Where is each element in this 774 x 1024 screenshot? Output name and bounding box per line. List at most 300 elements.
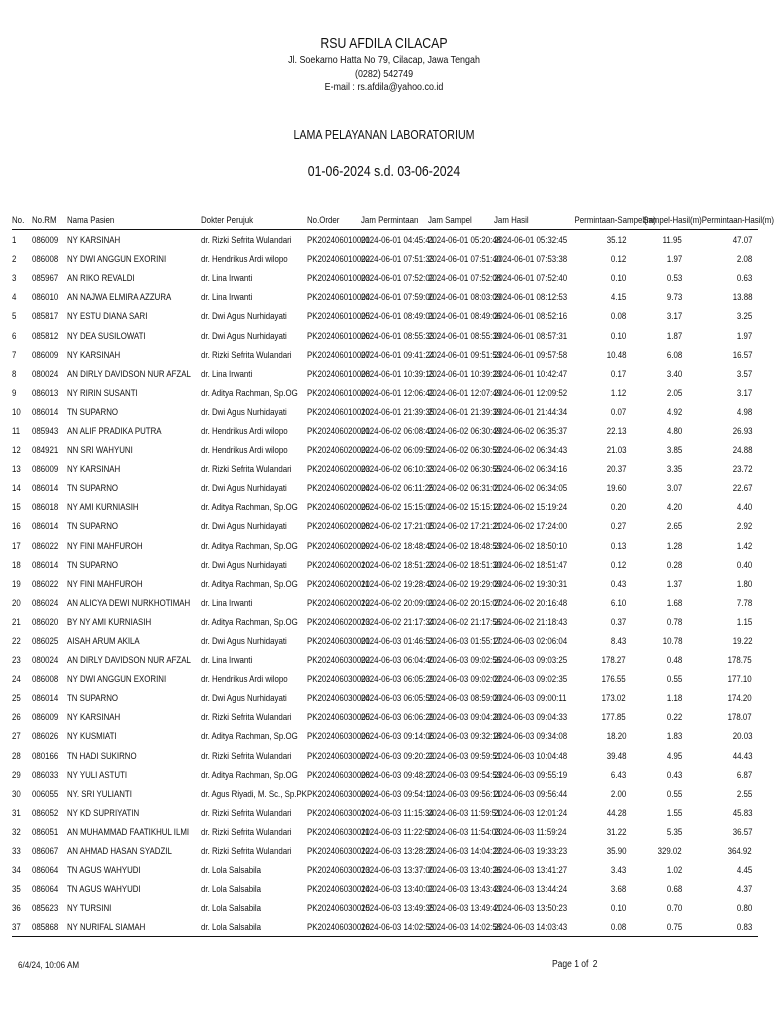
table-cell: 12: [12, 444, 21, 456]
table-cell: 2.55: [736, 787, 752, 799]
column-header: Nama Pasien: [67, 213, 115, 225]
table-cell: 3.07: [666, 482, 682, 494]
table-cell: PK202406020003: [307, 463, 371, 475]
table-cell: 2024-06-03 01:55:17: [428, 635, 502, 647]
table-cell: 1: [12, 234, 17, 246]
table-cell: TN SUPARNO: [67, 405, 119, 417]
table-cell: 086064: [32, 864, 59, 876]
table-cell: 2024-06-03 11:54:03: [428, 825, 501, 837]
table-cell: 18: [12, 558, 21, 570]
table-cell: 2024-06-03 09:55:19: [494, 768, 568, 780]
page-indicator: [552, 959, 598, 970]
print-timestamp: 6/4/24, 10:06 AM: [18, 960, 80, 971]
table-cell: PK202406010008: [307, 367, 371, 379]
table-cell: 2024-06-01 07:51:40: [428, 253, 502, 265]
table-cell: 2024-06-03 09:54:53: [428, 768, 502, 780]
table-cell: 2024-06-02 06:34:16: [494, 463, 568, 475]
table-cell: 39.48: [606, 749, 626, 761]
table-cell: 2024-06-03 08:59:00: [428, 692, 502, 704]
table-cell: 2024-06-03 06:04:40: [361, 654, 435, 666]
table-cell: AN ALICYA DEWI NURKHOTIMAH: [67, 596, 191, 608]
organization-name: RSU AFDILA CILACAP: [320, 35, 448, 52]
table-cell: 1.28: [666, 539, 682, 551]
table-row: [12, 268, 758, 287]
table-cell: 6: [12, 329, 17, 341]
table-cell: 2024-06-03 14:02:53: [361, 921, 435, 933]
table-cell: PK202406010001: [307, 234, 371, 246]
table-cell: 2024-06-01 08:57:31: [494, 329, 568, 341]
table-cell: NN SRI WAHYUNI: [67, 444, 133, 456]
table-cell: 9.73: [666, 291, 682, 303]
table-row: [12, 631, 758, 650]
table-cell: dr. Lola Salsabila: [201, 883, 261, 895]
table-cell: 31: [12, 806, 21, 818]
table-cell: 2.00: [610, 787, 626, 799]
table-cell: 23: [12, 654, 21, 666]
table-row: [12, 803, 758, 822]
table-cell: 080024: [32, 367, 59, 379]
table-cell: 22: [12, 635, 21, 647]
table-cell: 0.07: [610, 405, 626, 417]
table-cell: AN AHMAD HASAN SYADZIL: [67, 845, 172, 857]
table-cell: 13: [12, 463, 21, 475]
table-cell: NY NURIFAL SIAMAH: [67, 921, 146, 933]
organization-email: E-mail : rs.afdila@yahoo.co.id: [324, 81, 444, 93]
table-cell: TN SUPARNO: [67, 692, 119, 704]
table-cell: 085868: [32, 921, 59, 933]
table-cell: TN SUPARNO: [67, 520, 119, 532]
table-cell: 178.07: [727, 711, 752, 723]
table-cell: 2.05: [666, 386, 682, 398]
table-cell: 084921: [32, 444, 59, 456]
table-cell: dr. Rizki Sefrita Wulandari: [201, 463, 292, 475]
table-cell: 0.48: [666, 654, 682, 666]
table-cell: 2024-06-03 09:00:11: [494, 692, 567, 704]
table-cell: 2024-06-03 13:43:43: [428, 883, 502, 895]
table-cell: 0.08: [610, 921, 626, 933]
table-cell: 0.70: [666, 902, 682, 914]
table-cell: TN AGUS WAHYUDI: [67, 864, 141, 876]
table-cell: PK202406020002: [307, 444, 371, 456]
table-cell: PK202406010010: [307, 405, 371, 417]
table-cell: PK202406030013: [307, 864, 371, 876]
table-cell: 2024-06-02 18:48:45: [361, 539, 435, 551]
table-cell: 086051: [32, 825, 59, 837]
table-cell: 1.15: [736, 615, 752, 627]
table-cell: 2024-06-02 18:51:30: [428, 558, 502, 570]
table-cell: 2024-06-03 19:33:23: [494, 845, 568, 857]
table-cell: 2024-06-03 13:40:26: [428, 864, 502, 876]
table-cell: 3.68: [610, 883, 626, 895]
table-cell: 24.88: [732, 444, 752, 456]
table-row: [12, 516, 758, 535]
table-row: [12, 726, 758, 745]
table-cell: 2024-06-01 08:03:09: [428, 291, 502, 303]
table-cell: 5.35: [666, 825, 682, 837]
table-cell: 2024-06-02 06:34:43: [494, 444, 568, 456]
table-cell: 2024-06-03 01:46:51: [361, 635, 435, 647]
table-cell: 086009: [32, 711, 59, 723]
table-cell: 22.13: [606, 424, 626, 436]
table-cell: 6.43: [610, 768, 626, 780]
table-cell: dr. Aditya Rachman, Sp.OG: [201, 386, 298, 398]
table-cell: AN NAJWA ELMIRA AZZURA: [67, 291, 172, 303]
table-cell: PK202406030001: [307, 635, 371, 647]
table-cell: 178.75: [727, 654, 752, 666]
table-cell: dr. Dwi Agus Nurhidayati: [201, 558, 287, 570]
table-cell: 1.83: [666, 730, 682, 742]
table-cell: 2024-06-02 19:30:31: [494, 577, 568, 589]
table-cell: 085967: [32, 272, 59, 284]
table-row: [12, 459, 758, 478]
table-cell: dr. Rizki Sefrita Wulandari: [201, 845, 292, 857]
table-cell: 2024-06-01 21:39:39: [428, 405, 502, 417]
table-cell: dr. Hendrikus Ardi wilopo: [201, 444, 288, 456]
table-row: [12, 306, 758, 325]
table-header-row: [12, 209, 758, 230]
table-cell: 2024-06-02 06:35:37: [494, 424, 568, 436]
report-title-block: [0, 126, 768, 181]
table-cell: 329.02: [657, 845, 682, 857]
table-cell: NY DEA SUSILOWATI: [67, 329, 146, 341]
table-cell: 11.95: [662, 234, 682, 246]
table-cell: 2024-06-02 17:24:00: [494, 520, 568, 532]
table-cell: dr. Dwi Agus Nurhidayati: [201, 635, 287, 647]
table-cell: 4.20: [666, 501, 682, 513]
table-cell: dr. Rizki Sefrita Wulandari: [201, 806, 292, 818]
table-cell: dr. Lola Salsabila: [201, 921, 261, 933]
table-cell: 2024-06-03 09:02:35: [494, 673, 568, 685]
table-cell: PK202406010004: [307, 291, 371, 303]
table-cell: 2024-06-03 11:15:34: [361, 806, 434, 818]
table-cell: dr. Rizki Sefrita Wulandari: [201, 234, 292, 246]
table-cell: AN ALIF PRADIKA PUTRA: [67, 424, 162, 436]
table-cell: 8.43: [610, 635, 626, 647]
table-cell: dr. Lina Irwanti: [201, 272, 253, 284]
table-cell: 2024-06-01 09:41:24: [361, 348, 435, 360]
table-cell: 2024-06-02 20:16:48: [494, 596, 568, 608]
table-cell: 1.18: [666, 692, 682, 704]
table-row: [12, 841, 758, 860]
table-cell: dr. Aditya Rachman, Sp.OG: [201, 615, 298, 627]
table-cell: 33: [12, 845, 21, 857]
table-cell: 1.80: [736, 577, 752, 589]
table-cell: 16: [12, 520, 21, 532]
table-cell: 0.83: [736, 921, 752, 933]
table-cell: 0.10: [610, 329, 626, 341]
table-cell: dr. Dwi Agus Nurhidayati: [201, 482, 287, 494]
table-cell: 1.87: [666, 329, 682, 341]
table-cell: 26: [12, 711, 21, 723]
table-cell: 2024-06-01 05:32:45: [494, 234, 568, 246]
table-cell: 086020: [32, 615, 59, 627]
table-cell: 2024-06-01 07:51:33: [361, 253, 435, 265]
table-cell: 2024-06-01 08:49:01: [361, 310, 435, 322]
table-cell: 22.67: [732, 482, 752, 494]
column-header: Permintaan-Sampel(m): [574, 213, 656, 225]
table-cell: 0.28: [666, 558, 682, 570]
table-cell: PK202406010006: [307, 329, 371, 341]
table-cell: 2024-06-01 12:07:49: [428, 386, 502, 398]
table-cell: 3.57: [736, 367, 752, 379]
column-header: No.RM: [32, 213, 57, 225]
table-cell: dr. Aditya Rachman, Sp.OG: [201, 768, 298, 780]
table-cell: 177.85: [601, 711, 626, 723]
table-cell: 2024-06-03 13:49:41: [428, 902, 502, 914]
table-cell: 0.75: [666, 921, 682, 933]
table-cell: PK202406020001: [307, 424, 371, 436]
table-cell: dr. Rizki Sefrita Wulandari: [201, 711, 292, 723]
table-cell: dr. Dwi Agus Nurhidayati: [201, 310, 287, 322]
table-cell: dr. Aditya Rachman, Sp.OG: [201, 501, 298, 513]
table-cell: 13.88: [732, 291, 752, 303]
table-cell: dr. Lina Irwanti: [201, 367, 253, 379]
table-row: [12, 784, 758, 803]
table-cell: 2024-06-02 19:28:43: [361, 577, 435, 589]
table-cell: 19.60: [606, 482, 626, 494]
table-cell: 2024-06-03 09:56:44: [494, 787, 568, 799]
table-cell: 086008: [32, 673, 59, 685]
table-cell: 2024-06-02 06:09:50: [361, 444, 435, 456]
table-cell: NY YULI ASTUTI: [67, 768, 128, 780]
table-cell: BY NY AMI KURNIASIH: [67, 615, 152, 627]
table-cell: 4: [12, 291, 17, 303]
table-cell: 0.22: [666, 711, 682, 723]
table-cell: 6.10: [610, 596, 626, 608]
table-cell: TN AGUS WAHYUDI: [67, 883, 141, 895]
table-cell: PK202406020008: [307, 520, 371, 532]
table-cell: 0.10: [610, 902, 626, 914]
table-cell: 176.55: [601, 673, 626, 685]
table-row: [12, 249, 758, 268]
table-cell: PK202406030015: [307, 902, 371, 914]
table-cell: PK202406020004: [307, 482, 371, 494]
table-cell: 3.43: [610, 864, 626, 876]
table-cell: 2024-06-02 15:15:00: [361, 501, 435, 513]
table-cell: dr. Aditya Rachman, Sp.OG: [201, 730, 298, 742]
table-cell: 0.43: [666, 768, 682, 780]
table-cell: 085817: [32, 310, 59, 322]
table-cell: PK202406010003: [307, 272, 371, 284]
table-row: [12, 917, 758, 937]
table-cell: 178.27: [601, 654, 626, 666]
table-cell: 0.68: [666, 883, 682, 895]
table-cell: 086026: [32, 730, 59, 742]
table-cell: 2024-06-03 13:37:00: [361, 864, 435, 876]
table-cell: 173.02: [601, 692, 626, 704]
table-cell: 37: [12, 921, 21, 933]
table-cell: 2024-06-02 20:09:01: [361, 596, 435, 608]
table-cell: 0.63: [736, 272, 752, 284]
table-cell: 0.78: [666, 615, 682, 627]
table-cell: 086022: [32, 539, 59, 551]
table-cell: PK202406020013: [307, 615, 371, 627]
table-cell: 174.20: [727, 692, 752, 704]
table-row: [12, 478, 758, 497]
table-cell: dr. Hendrikus Ardi wilopo: [201, 253, 288, 265]
column-header: No.: [12, 213, 25, 225]
column-header: Sampel-Hasil(m): [643, 213, 702, 225]
table-cell: 2024-06-02 20:15:07: [428, 596, 502, 608]
table-cell: PK202406010007: [307, 348, 371, 360]
table-row: [12, 669, 758, 688]
table-row: [12, 383, 758, 402]
table-cell: 4.98: [736, 405, 752, 417]
table-cell: 20: [12, 596, 21, 608]
table-cell: 086009: [32, 234, 59, 246]
table-cell: 0.37: [610, 615, 626, 627]
table-cell: 086064: [32, 883, 59, 895]
table-cell: 2024-06-03 09:34:08: [494, 730, 568, 742]
table-cell: 2024-06-02 06:34:05: [494, 482, 568, 494]
table-cell: 4.80: [666, 424, 682, 436]
table-cell: PK202406030003: [307, 673, 371, 685]
table-cell: 0.08: [610, 310, 626, 322]
table-cell: 2024-06-01 05:20:48: [428, 234, 502, 246]
table-cell: 30: [12, 787, 21, 799]
table-cell: 2024-06-03 14:03:43: [494, 921, 568, 933]
table-cell: 2024-06-01 21:44:34: [494, 405, 568, 417]
table-cell: 0.40: [736, 558, 752, 570]
table-cell: 086009: [32, 463, 59, 475]
table-cell: 2024-06-02 18:50:10: [494, 539, 568, 551]
table-cell: NY DWI ANGGUN EXORINI: [67, 253, 167, 265]
table-cell: 2024-06-03 09:54:11: [361, 787, 434, 799]
table-row: [12, 612, 758, 631]
table-row: [12, 555, 758, 574]
table-cell: PK202406020012: [307, 596, 371, 608]
table-cell: 2024-06-01 08:12:53: [494, 291, 568, 303]
table-cell: NY. SRI YULIANTI: [67, 787, 132, 799]
table-cell: 3.17: [736, 386, 752, 398]
table-cell: 0.43: [610, 577, 626, 589]
table-cell: NY DWI ANGGUN EXORINI: [67, 673, 167, 685]
table-cell: 2024-06-03 02:06:04: [494, 635, 568, 647]
table-cell: 36.57: [732, 825, 752, 837]
table-cell: PK202406020009: [307, 539, 371, 551]
table-cell: 3.40: [666, 367, 682, 379]
table-body: [12, 230, 758, 937]
table-cell: NY RIRIN SUSANTI: [67, 386, 138, 398]
table-cell: AISAH ARUM AKILA: [67, 635, 140, 647]
table-cell: 2024-06-02 06:31:01: [428, 482, 502, 494]
table-row: [12, 325, 758, 344]
table-cell: 3.85: [666, 444, 682, 456]
table-row: [12, 879, 758, 898]
table-cell: PK202406030004: [307, 692, 371, 704]
table-cell: 10: [12, 405, 21, 417]
table-cell: 2024-06-02 15:19:24: [494, 501, 568, 513]
table-cell: 086009: [32, 348, 59, 360]
page-total: 2: [592, 959, 598, 970]
table-cell: 2024-06-01 07:52:02: [361, 272, 435, 284]
table-cell: dr. Hendrikus Ardi wilopo: [201, 424, 288, 436]
table-cell: 20.37: [606, 463, 626, 475]
table-cell: PK202406020011: [307, 577, 370, 589]
table-cell: 2024-06-01 08:55:33: [361, 329, 435, 341]
table-cell: 2024-06-02 06:11:25: [361, 482, 434, 494]
table-cell: 086014: [32, 405, 59, 417]
table-cell: 2024-06-03 13:40:02: [361, 883, 435, 895]
table-cell: 2024-06-01 08:52:16: [494, 310, 568, 322]
table-cell: 086033: [32, 768, 59, 780]
table-row: [12, 402, 758, 421]
table-cell: 19.22: [732, 635, 752, 647]
table-row: [12, 345, 758, 364]
table-cell: NY KARSINAH: [67, 463, 121, 475]
table-cell: AN DIRLY DAVIDSON NUR AFZAL: [67, 654, 191, 666]
table-cell: 1.12: [610, 386, 626, 398]
table-cell: 2024-06-03 09:04:20: [428, 711, 502, 723]
table-cell: 086013: [32, 386, 59, 398]
table-cell: 085943: [32, 424, 59, 436]
table-cell: 7: [12, 348, 17, 360]
table-cell: dr. Lola Salsabila: [201, 902, 261, 914]
table-cell: 20.03: [732, 730, 752, 742]
table-cell: dr. Lina Irwanti: [201, 291, 253, 303]
table-cell: 2024-06-03 06:05:29: [361, 673, 435, 685]
table-cell: 086008: [32, 253, 59, 265]
table-cell: 26.93: [732, 424, 752, 436]
table-cell: 2024-06-02 19:29:09: [428, 577, 502, 589]
table-cell: PK202406030010: [307, 806, 371, 818]
table-cell: 2024-06-02 21:18:43: [494, 615, 568, 627]
table-cell: dr. Dwi Agus Nurhidayati: [201, 329, 287, 341]
table-cell: NY KD SUPRIYATIN: [67, 806, 140, 818]
table-cell: 34: [12, 864, 21, 876]
table-cell: 2024-06-01 04:45:41: [361, 234, 435, 246]
table-cell: dr. Rizki Sefrita Wulandari: [201, 348, 292, 360]
column-header: Permintaan-Hasil(m): [701, 213, 774, 225]
table-cell: 2024-06-03 14:02:58: [428, 921, 502, 933]
table-cell: 2024-06-03 12:01:24: [494, 806, 568, 818]
table-cell: 086024: [32, 596, 59, 608]
table-cell: 2024-06-03 09:56:11: [428, 787, 501, 799]
table-cell: 35: [12, 883, 21, 895]
table-cell: 2024-06-02 06:30:52: [428, 444, 502, 456]
table-cell: 086022: [32, 577, 59, 589]
table-cell: dr. Rizki Sefrita Wulandari: [201, 749, 292, 761]
table-cell: PK202406030002: [307, 654, 371, 666]
table-cell: 2024-06-01 09:51:53: [428, 348, 502, 360]
table-cell: 086025: [32, 635, 59, 647]
table-row: [12, 860, 758, 879]
table-cell: 2024-06-01 10:39:23: [428, 367, 502, 379]
table-cell: NY FINI MAHFUROH: [67, 539, 143, 551]
table-cell: 2024-06-03 11:22:50: [361, 825, 434, 837]
table-cell: 18.20: [606, 730, 626, 742]
table-cell: 5: [12, 310, 17, 322]
table-cell: NY KUSMIATI: [67, 730, 117, 742]
table-cell: 2: [12, 253, 17, 265]
page-label: Page 1 of: [552, 959, 589, 970]
report-header: [0, 34, 768, 95]
report-title: LAMA PELAYANAN LABORATORIUM: [293, 127, 475, 142]
table-cell: 2024-06-02 06:10:33: [361, 463, 435, 475]
table-cell: 2024-06-03 10:04:48: [494, 749, 568, 761]
table-cell: AN RIKO REVALDI: [67, 272, 135, 284]
table-cell: 2024-06-01 07:52:08: [428, 272, 502, 284]
table-cell: 2024-06-01 12:06:42: [361, 386, 435, 398]
table-cell: TN HADI SUKIRNO: [67, 749, 137, 761]
table-cell: 24: [12, 673, 21, 685]
table-cell: dr. Hendrikus Ardi wilopo: [201, 673, 288, 685]
table-cell: 2024-06-02 21:17:34: [361, 615, 435, 627]
table-cell: PK202406010002: [307, 253, 371, 265]
table-cell: 3.25: [736, 310, 752, 322]
table-cell: 44.28: [606, 806, 626, 818]
column-header: Jam Permintaan: [361, 213, 419, 225]
